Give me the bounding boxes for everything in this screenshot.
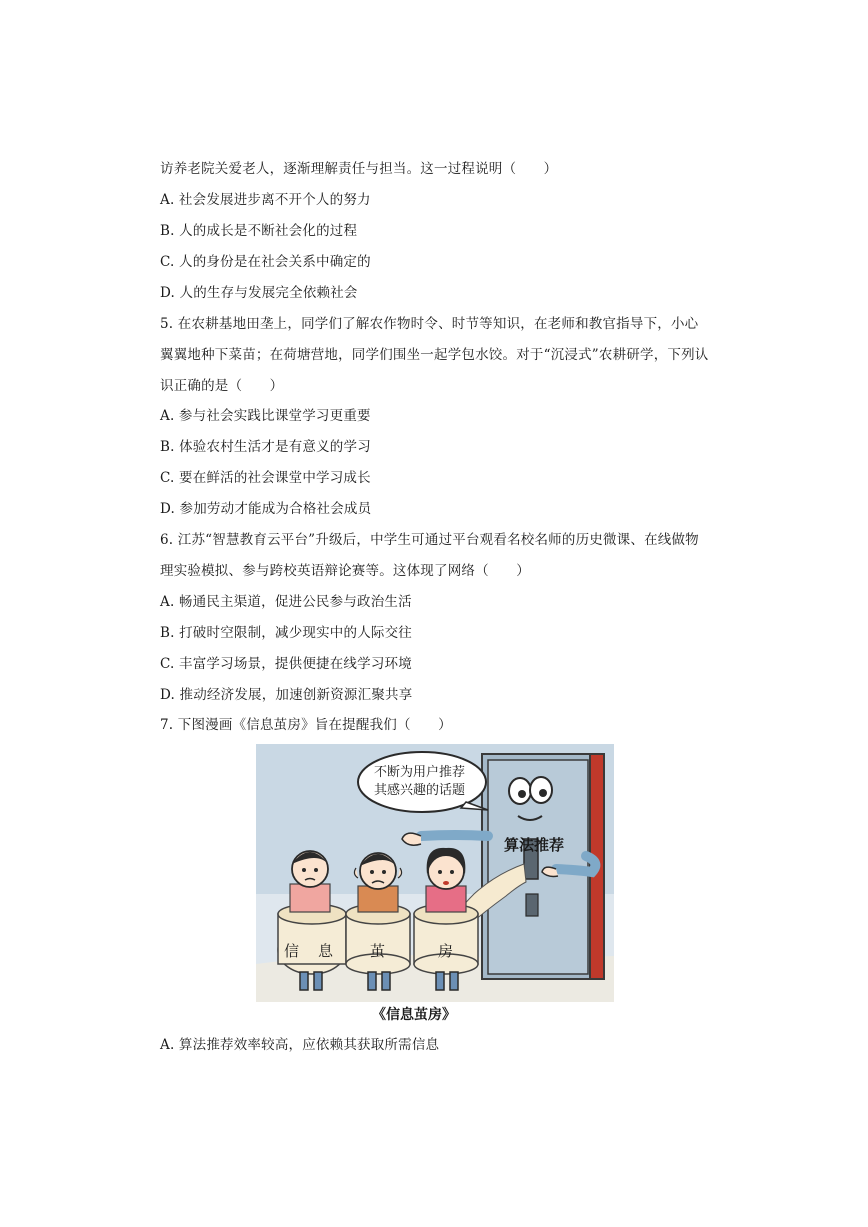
option-line: C. 要在鲜活的社会课堂中学习成长 xyxy=(160,470,371,486)
option-line: D. 参加劳动才能成为合格社会成员 xyxy=(160,501,372,517)
question-5-line: 5. 在农耕基地田垄上，同学们了解农作物时令、时节等知识，在老师和教官指导下，小心 xyxy=(160,316,699,332)
speech-text-line1: 不断为用户推荐 xyxy=(374,765,466,780)
option-line: D. 推动经济发展，加速创新资源汇聚共享 xyxy=(160,687,413,703)
option-line: B. 人的成长是不断社会化的过程 xyxy=(160,223,358,239)
option-line: D. 人的生存与发展完全依赖社会 xyxy=(160,285,358,301)
question-6-line: 理实验模拟、参与跨校英语辩论赛等。这体现了网络（ ） xyxy=(160,563,530,579)
option-line: A. 社会发展进步离不开个人的努力 xyxy=(160,192,371,208)
option-line: A. 畅通民主渠道，促进公民参与政治生活 xyxy=(160,594,412,610)
door-label: 算法推荐 xyxy=(504,836,565,854)
question-5-line: 翼翼地种下菜苗；在荷塘营地，同学们围坐一起学包水饺。对于“沉浸式”农耕研学，下列认 xyxy=(160,347,709,363)
person-left xyxy=(290,851,330,912)
cocoon-right xyxy=(414,904,478,974)
question-6-line: 6. 江苏“智慧教育云平台”升级后，中学生可通过平台观看名校名师的历史微课、在线做物 xyxy=(160,532,699,548)
option-line: B. 体验农村生活才是有意义的学习 xyxy=(160,439,371,455)
question-7-line: 7. 下图漫画《信息茧房》旨在提醒我们（ ） xyxy=(160,717,452,733)
cartoon-caption: 《信息茧房》 xyxy=(372,1007,456,1023)
option-line: C. 人的身份是在社会关系中确定的 xyxy=(160,254,371,270)
cartoon-image xyxy=(256,744,614,1002)
speech-text-line2: 其感兴趣的话题 xyxy=(374,783,466,798)
person-right xyxy=(426,848,466,912)
cocoon-char-jian: 茧 xyxy=(370,942,386,960)
option-line: B. 打破时空限制，减少现实中的人际交往 xyxy=(160,625,413,641)
text-line: 访养老院关爱老人，逐渐理解责任与担当。这一过程说明（ ） xyxy=(160,161,558,177)
option-line: A. 算法推荐效率较高，应依赖其获取所需信息 xyxy=(160,1037,440,1053)
option-line: A. 参与社会实践比课堂学习更重要 xyxy=(160,408,371,424)
cocoon-char-xi: 息 xyxy=(318,942,334,960)
question-5-line: 识正确的是（ ） xyxy=(160,378,284,394)
cocoon-left xyxy=(278,904,346,974)
cocoon-char-xin: 信 xyxy=(284,942,300,960)
cocoon-char-fang: 房 xyxy=(438,942,454,960)
cocoon-middle xyxy=(346,904,410,974)
option-line: C. 丰富学习场景，提供便捷在线学习环境 xyxy=(160,656,412,672)
